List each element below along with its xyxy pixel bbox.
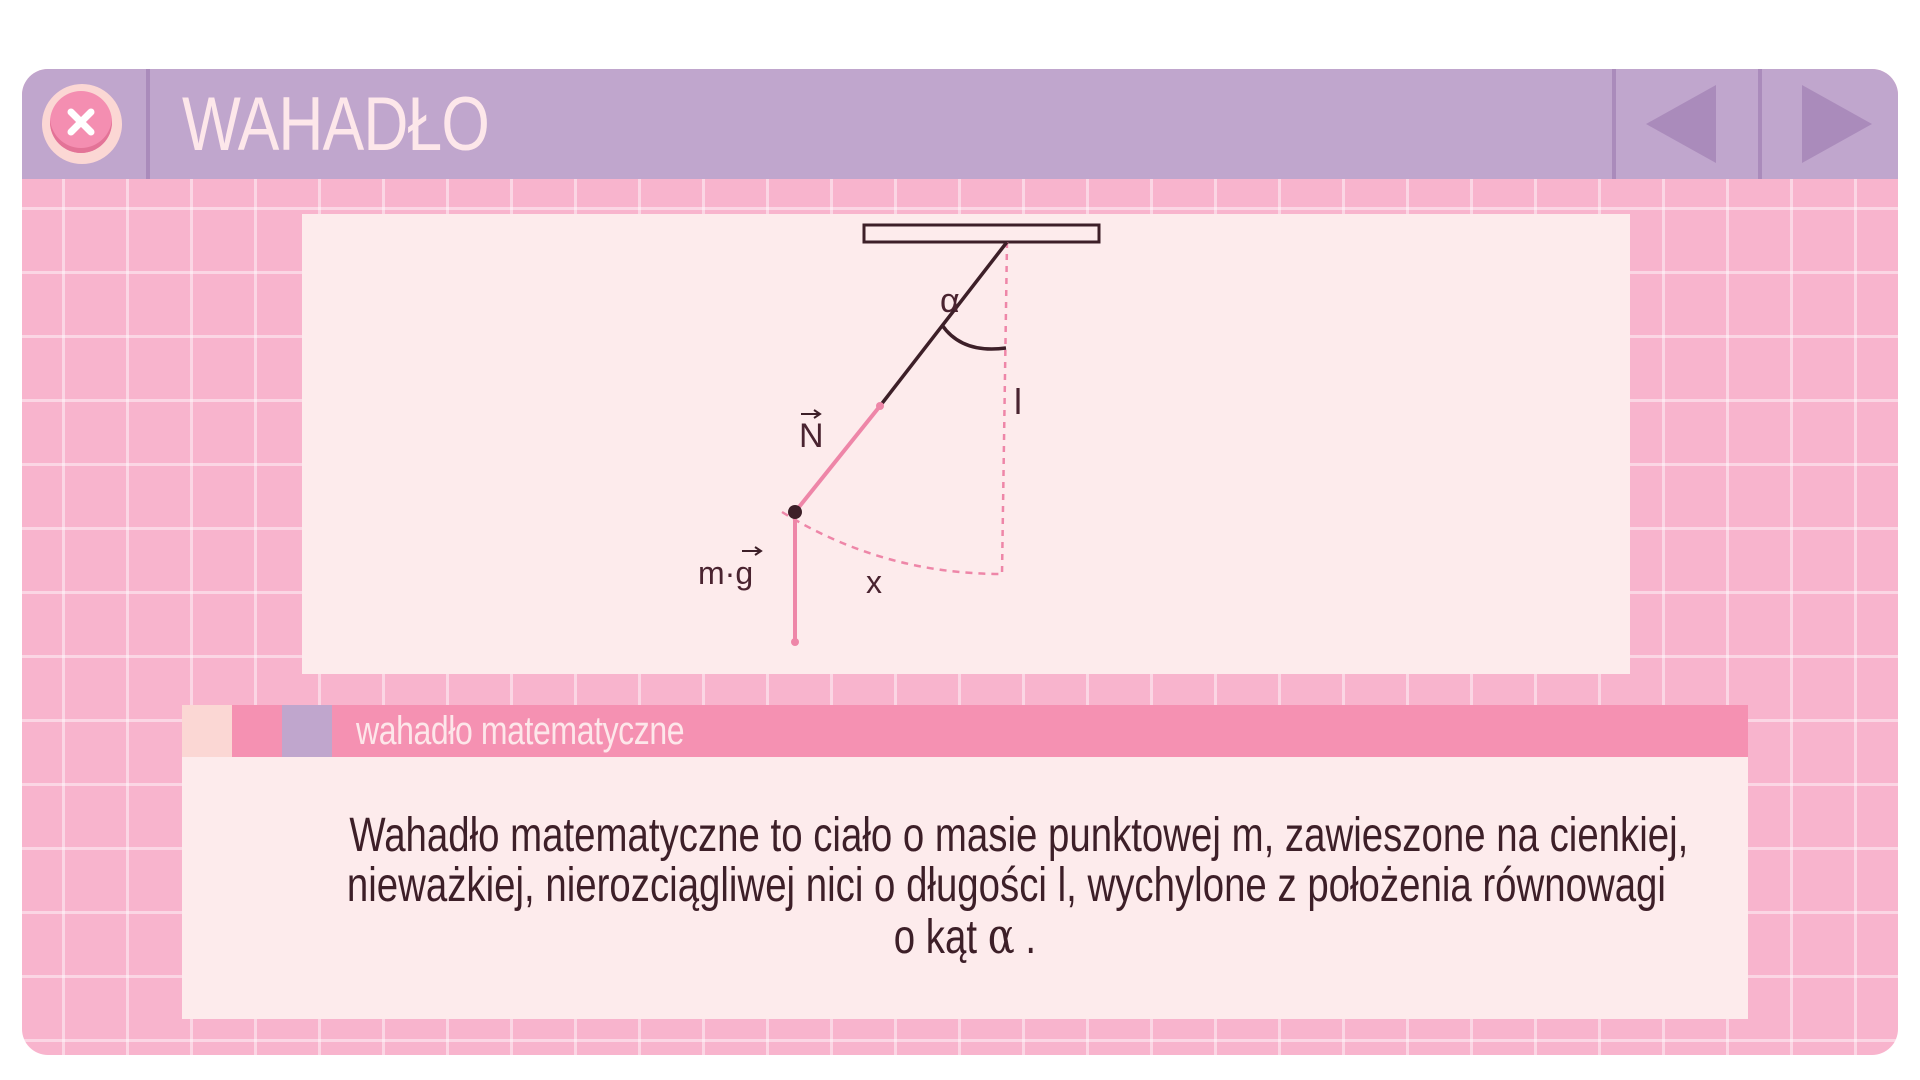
equilibrium-line — [1002, 242, 1007, 574]
length-label: l — [1014, 381, 1022, 422]
description-line-3 — [182, 907, 1748, 965]
ceiling-mount — [864, 225, 1099, 242]
swing-arc — [782, 512, 1002, 574]
caption-swatch-lilac — [282, 705, 332, 757]
close-icon — [50, 91, 112, 153]
pendulum-bob — [788, 505, 802, 519]
angle-arc — [942, 325, 1006, 349]
arrow-left-icon — [1616, 69, 1754, 179]
caption-bar — [182, 705, 1748, 757]
description-line-3-prefix: o kąt — [893, 911, 978, 964]
tension-vector-tip — [876, 402, 884, 410]
description-line-2: nieważkiej, nierozciągliwej nici o długości l, wychylone z położenia równowagi — [346, 859, 1666, 912]
close-button[interactable] — [42, 84, 122, 164]
arrow-right-icon — [1762, 69, 1898, 179]
caption-swatch-pink — [232, 705, 282, 757]
caption-swatch-peach — [182, 705, 232, 757]
gravity-vector-tip — [791, 638, 799, 646]
pendulum-window — [22, 69, 1898, 1055]
pendulum-diagram — [302, 214, 1630, 674]
window-title: WAHADŁO — [182, 82, 490, 167]
pendulum-string — [880, 242, 1007, 406]
title-bar — [22, 69, 1898, 179]
next-button[interactable] — [1762, 69, 1898, 179]
angle-label: α — [940, 282, 960, 320]
alpha-symbol: α — [987, 907, 1015, 965]
description-line-1: Wahadło matematyczne to ciało o masie punktowej m, zawieszone na cienkiej, — [349, 809, 1689, 862]
description-line-3-suffix: . — [1025, 911, 1037, 964]
arc-label: x — [866, 564, 882, 600]
previous-button[interactable] — [1616, 69, 1754, 179]
caption-label: wahadło matematyczne — [356, 709, 685, 753]
title-divider — [146, 69, 150, 179]
gravity-label: m·g — [698, 555, 754, 591]
description-panel — [182, 757, 1748, 1019]
tension-label: N — [799, 417, 824, 455]
